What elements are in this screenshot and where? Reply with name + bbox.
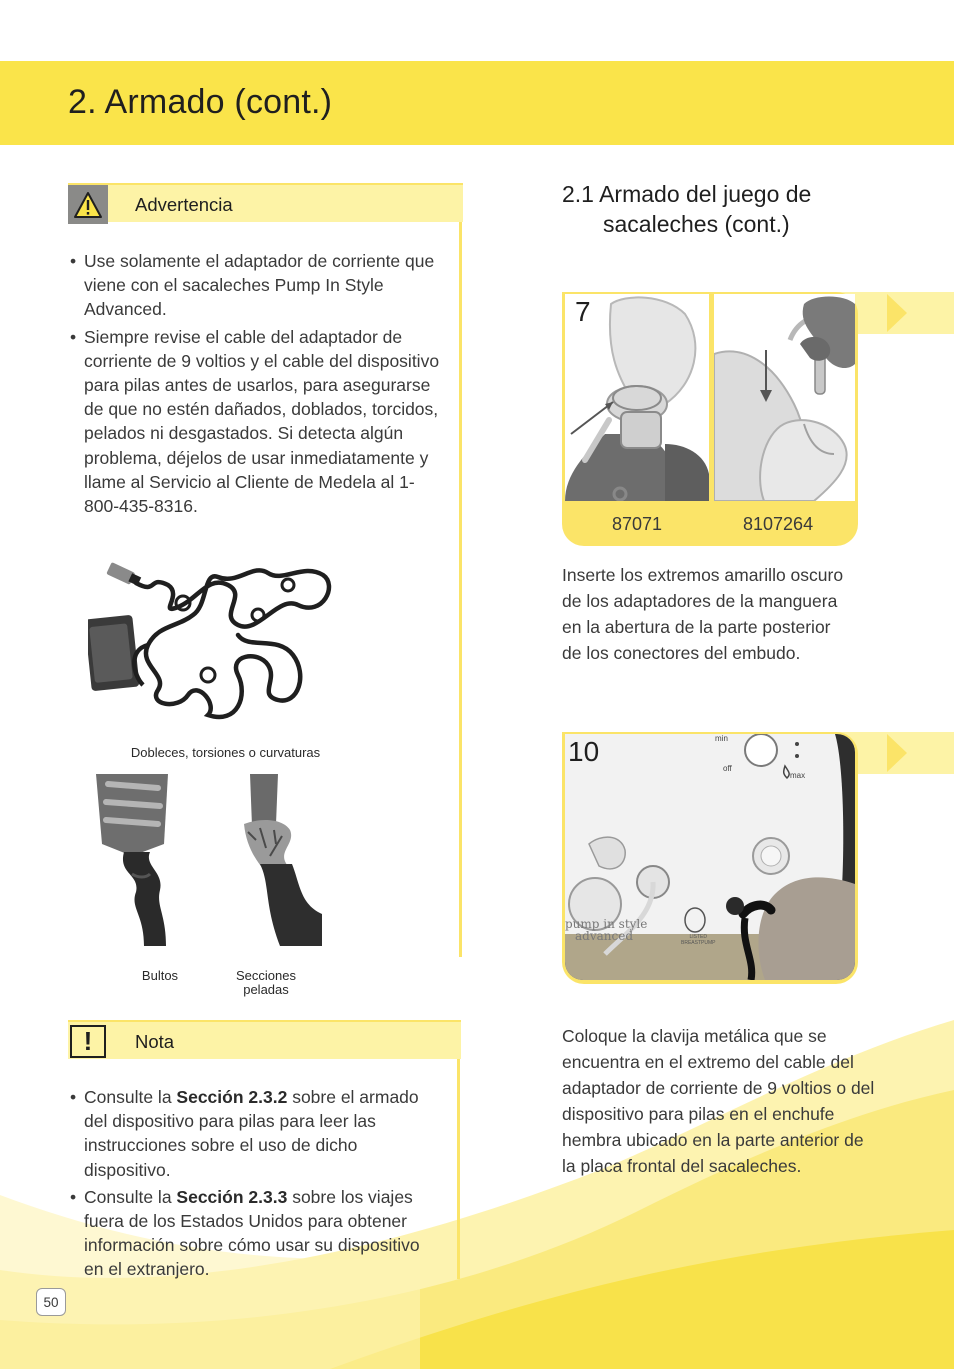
warning-item: • Use solamente el adaptador de corriente que viene con el sacaleches Pump In Style Advanced.: [68, 249, 448, 322]
step7-number: 7: [575, 296, 591, 327]
note-list: [68, 1085, 438, 1285]
brand-text: pump in style advanced: [565, 917, 648, 943]
section-title: 2.1 Armado del juego de sacaleches (cont.): [562, 181, 812, 237]
warning-header: [68, 183, 463, 222]
note-label: Nota: [135, 1031, 175, 1052]
step10-arrow-icon: [887, 734, 907, 772]
warning-list: [68, 249, 448, 521]
section-reference: Sección 2.3.3: [176, 1186, 288, 1207]
step10-number: 10: [568, 736, 600, 767]
page-title: 2. Armado (cont.): [68, 83, 333, 121]
page-number: 50: [36, 1288, 66, 1316]
step10-photo: [565, 734, 855, 980]
step7-code-left: 87071: [612, 514, 663, 534]
bulged-cable-image: [88, 774, 176, 946]
note-header: [68, 1020, 461, 1059]
stripped-cable-image: [230, 774, 322, 946]
step7-photo-right: [714, 294, 855, 501]
caption-kinks: Dobleces, torsiones o curvaturas: [130, 745, 321, 760]
caption-bulges: Bultos: [141, 968, 179, 983]
step10-text: Coloque la clavija metálica que se encuentra en el extremo del cable del adaptador de corriente de 9 voltios o del dispositivo para pilas en el enchufe hembra ubicado en la parte anterior de la placa frontal del sacaleches.: [562, 1026, 875, 1176]
note-item: • Consulte la Sección 2.3.3 sobre los viajes fuera de los Estados Unidos para obtener información sobre cómo usar su dispositivo en el extranjero.: [68, 1185, 438, 1282]
warning-triangle-icon: [68, 185, 108, 224]
kinked-cable-image: [88, 555, 343, 725]
warning-item: • Siempre revise el cable del adaptador de corriente de 9 voltios y el cable del dispositivo para pilas antes de usarlos, para asegurarse de que no estén dañados, doblados, torcidos, pelados ni desgastados. Si detecta algún problema, déjelos de usar inmediatamente y llame al Servicio al Cliente de Medela al 1-800-435-8316.: [68, 325, 448, 519]
step7-arrow-icon: [887, 294, 907, 332]
step7-code-right: 8107264: [743, 514, 814, 534]
warning-label: Advertencia: [135, 194, 233, 215]
warning-side-rule: [459, 222, 462, 957]
exclamation-icon: !: [70, 1025, 106, 1058]
step7-text: Inserte los extremos amarillo oscuro de los adaptadores de la manguera en la abertura de la parte posterior de los conectores del embudo.: [562, 565, 844, 663]
note-side-rule: [457, 1059, 460, 1279]
note-item: • Consulte la Sección 2.3.2 sobre el armado del dispositivo para pilas para leer las instrucciones sobre el uso de dicho dispositivo.: [68, 1085, 438, 1182]
dial-off-label: off: [723, 764, 732, 773]
dial-min-label: min: [715, 734, 728, 743]
caption-stripped: Secciones peladas: [236, 968, 296, 997]
ul-listed-label: LISTED BREASTPUMP: [681, 934, 716, 946]
section-reference: Sección 2.3.2: [176, 1087, 288, 1107]
dial-max-label: max: [790, 771, 806, 780]
